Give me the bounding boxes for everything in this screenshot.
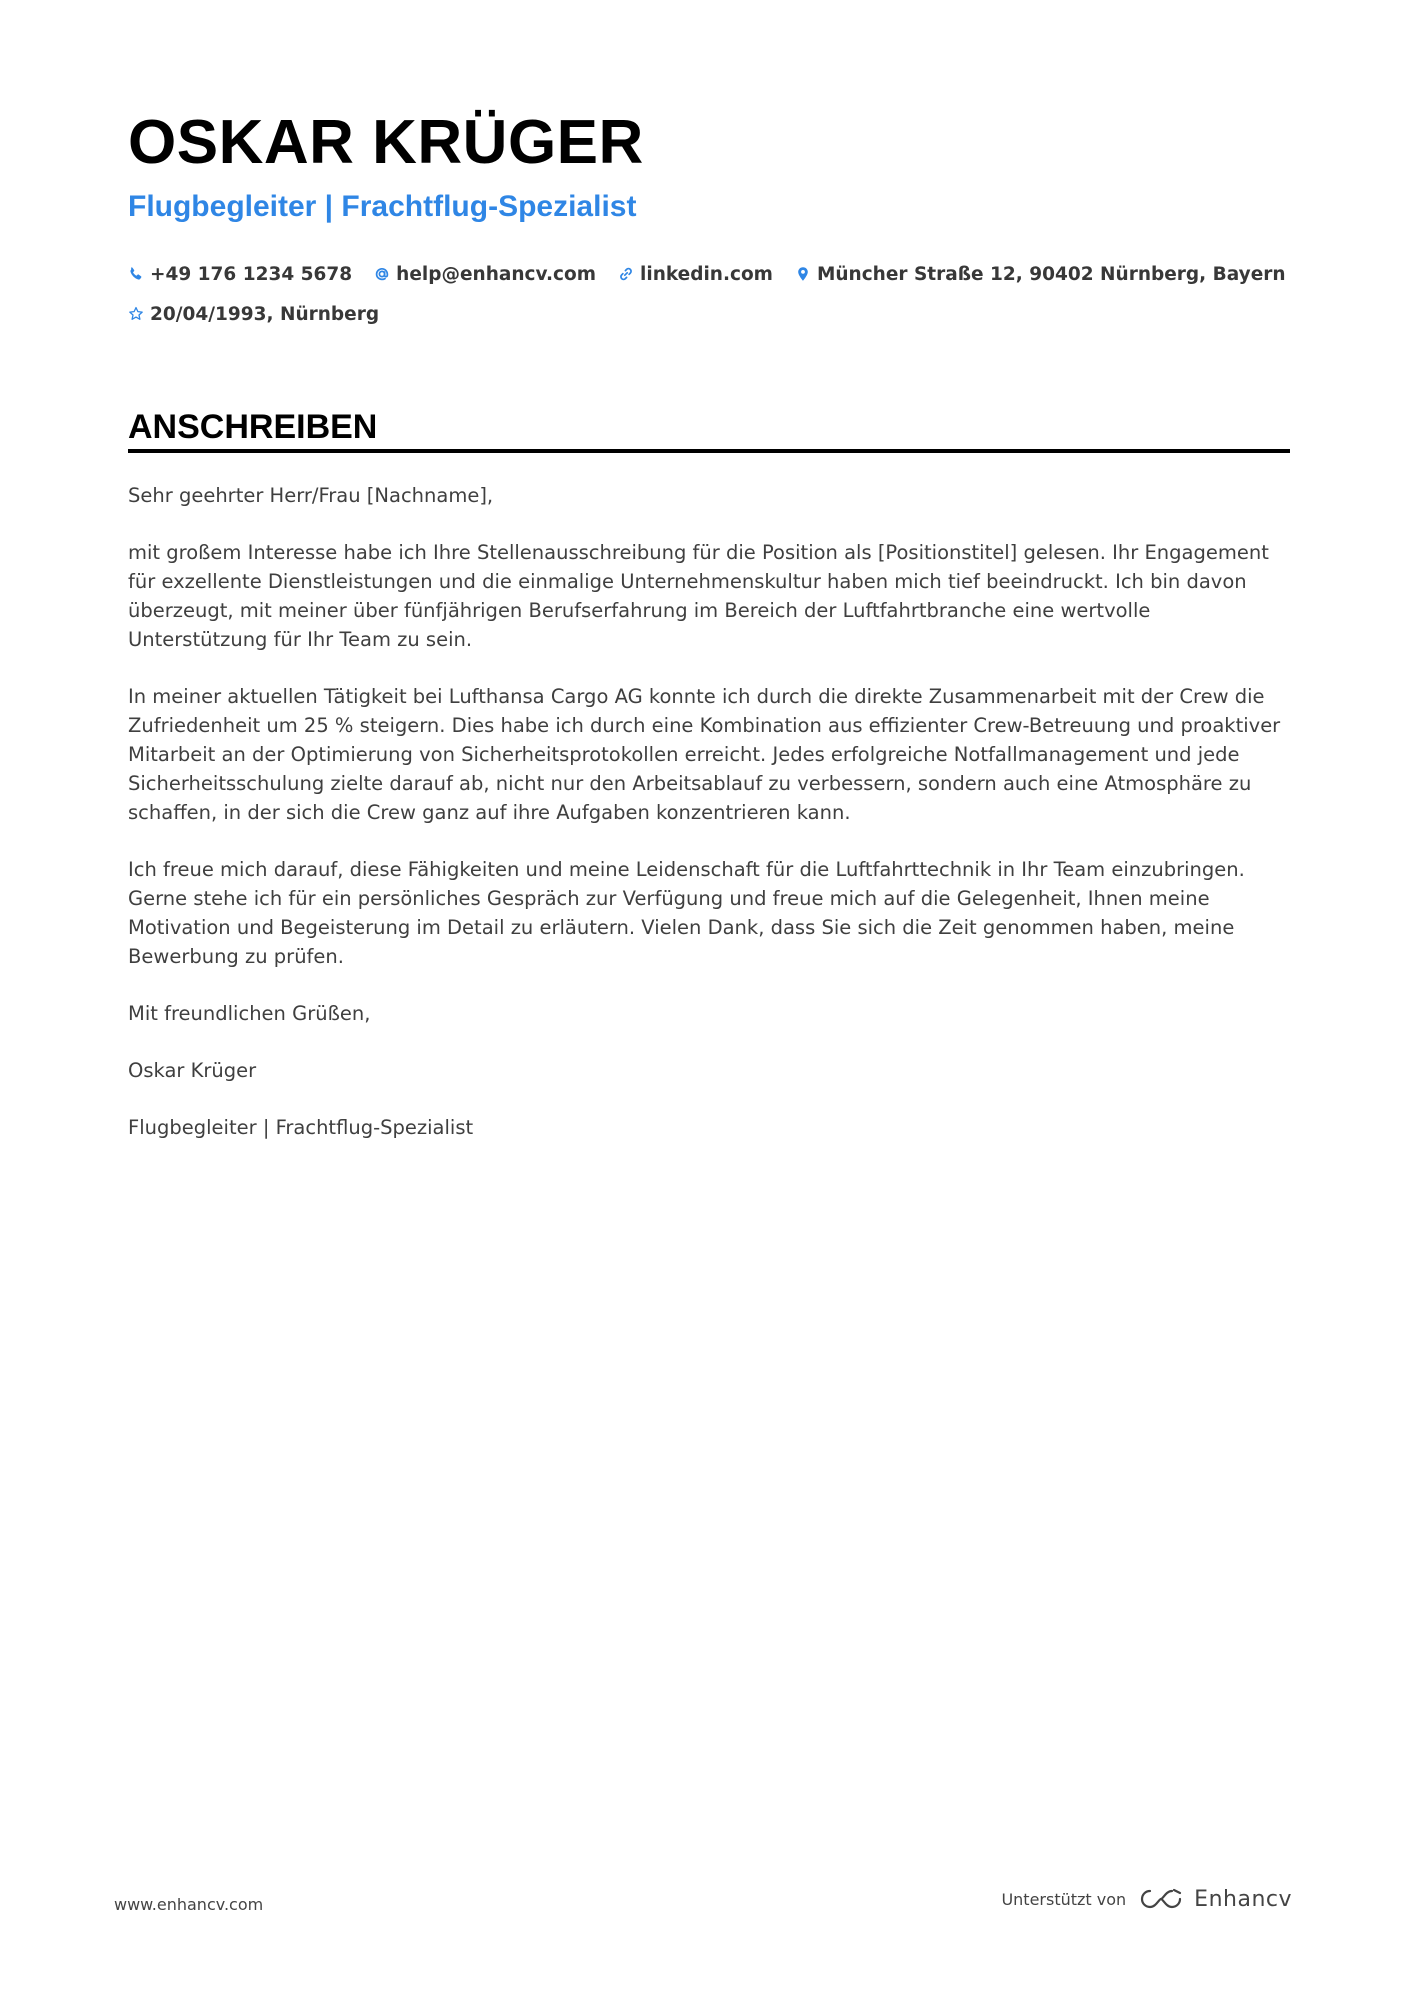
- enhancv-logo-icon: [1138, 1886, 1184, 1912]
- powered-by-text: Unterstützt von: [1001, 1889, 1127, 1909]
- letter-paragraph-1: mit großem Interesse habe ich Ihre Stellenausschreibung für die Position als [Positionstitel] gelesen. Ihr Engagement für exzellente Dienstleistungen und die einmalige Unternehmenskultur haben mich tief beeindruckt. Ich bin davon überzeugt, mit meiner über fünfjährigen Berufserfahrung im Bereich der Luftfahrtbranche eine wertvolle Unterstützung für Ihr Team zu sein.: [128, 541, 1269, 651]
- contact-address: [795, 264, 1286, 285]
- section-title: ANSCHREIBEN: [128, 408, 378, 446]
- birth-text: 20/04/1993, Nürnberg: [150, 303, 380, 325]
- contact-phone: [128, 264, 352, 285]
- linkedin-text: linkedin.com: [640, 263, 773, 285]
- footer-branding: [1001, 1886, 1292, 1912]
- email-text: help@enhancv.com: [396, 263, 597, 285]
- star-icon: [128, 306, 144, 322]
- letter-closing: Mit freundlichen Grüßen,: [128, 1002, 371, 1025]
- phone-icon: [128, 266, 144, 282]
- phone-text: +49 176 1234 5678: [150, 263, 353, 285]
- contact-row-2: [128, 294, 1290, 334]
- signature-name: Oskar Krüger: [128, 1059, 257, 1082]
- signature-title: Flugbegleiter | Frachtflug-Spezialist: [128, 1116, 474, 1139]
- section-divider: [128, 449, 1290, 453]
- contact-email[interactable]: [374, 264, 596, 285]
- location-pin-icon: [795, 266, 811, 282]
- address-text: Müncher Straße 12, 90402 Nürnberg, Bayern: [816, 263, 1286, 285]
- contact-linkedin[interactable]: [618, 264, 773, 285]
- letter-paragraph-2: In meiner aktuellen Tätigkeit bei Lufthansa Cargo AG konnte ich durch die direkte Zusammenarbeit mit der Crew die Zufriedenheit um 25 % steigern. Dies habe ich durch eine Kombination aus effizienter Crew-Betreuung und proaktiver Mitarbeit an der Optimierung von Sicherheitsprotokollen erreicht. Jedes erfolgreiche Notfallmanagement und jede Sicherheitsschulung zielte darauf ab, nicht nur den Arbeitsablauf zu verbessern, sondern auch eine Atmosphäre zu schaffen, in der sich die Crew ganz auf ihre Aufgaben konzentrieren kann.: [128, 685, 1281, 824]
- applicant-name: OSKAR KRÜGER: [128, 108, 644, 177]
- link-icon: [618, 266, 634, 282]
- contact-row-1: [128, 254, 1290, 294]
- footer-website[interactable]: www.enhancv.com: [114, 1895, 264, 1914]
- applicant-subtitle: Flugbegleiter | Frachtflug-Spezialist: [128, 190, 637, 223]
- at-icon: [374, 266, 390, 282]
- enhancv-brand-text: Enhancv: [1194, 1886, 1292, 1912]
- letter-body: [128, 481, 1290, 1170]
- letter-salutation: Sehr geehrter Herr/Frau [Nachname],: [128, 484, 494, 507]
- contact-info: [128, 254, 1290, 334]
- letter-paragraph-3: Ich freue mich darauf, diese Fähigkeiten und meine Leidenschaft für die Luftfahrttechnik in Ihr Team einzubringen. Gerne stehe ich für ein persönliches Gespräch zur Verfügung und freue mich auf die Gelegenheit, Ihnen meine Motivation und Begeisterung im Detail zu erläutern. Vielen Dank, dass Sie sich die Zeit genommen haben, meine Bewerbung zu prüfen.: [128, 858, 1245, 968]
- contact-birth: [128, 304, 379, 325]
